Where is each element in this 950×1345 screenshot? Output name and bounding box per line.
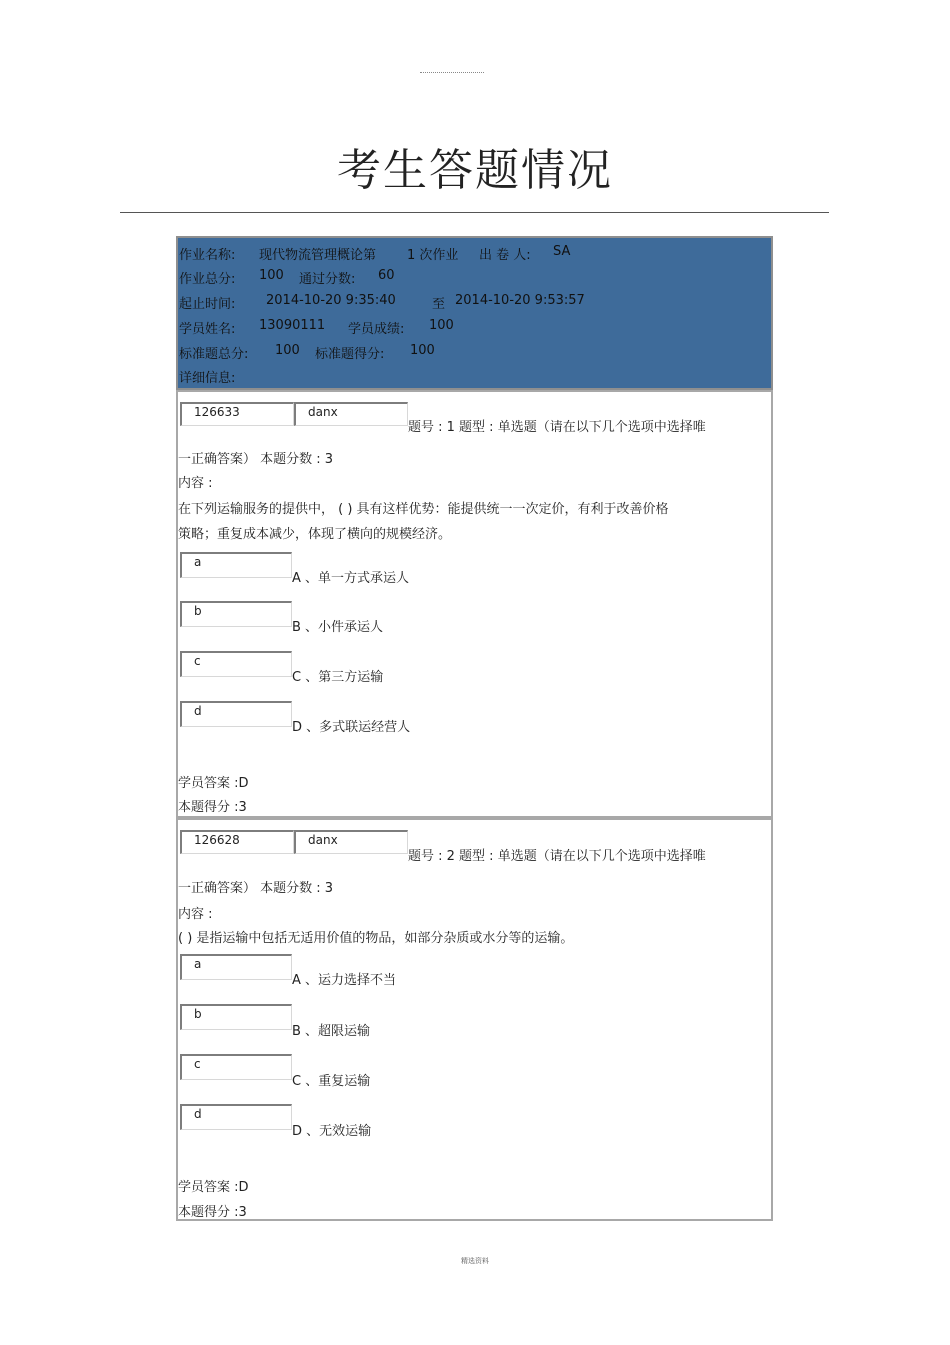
time-end: 2014-10-20 9:53:57 — [455, 293, 585, 308]
option-d-text: D 、多式联运经营人 — [292, 720, 411, 735]
assignment-name-value: 现代物流管理概论第 — [259, 248, 377, 263]
question-content-cont: 策略；重复成本减少，体现了横向的规模经济。 — [178, 527, 452, 542]
question-id-field[interactable]: 126628 — [180, 830, 294, 854]
question-content: 在下列运输服务的提供中， ( ) 具有这样优势：能提供统一一次定价，有利于改善价格 — [178, 502, 669, 517]
option-b-box[interactable]: b — [180, 601, 292, 627]
question-header-cont: 一正确答案） 本题分数 : 3 — [178, 452, 334, 467]
std-got-value: 100 — [410, 343, 435, 358]
question-header: 题号 : 1 题型 : 单选题（请在以下几个选项中选择唯 — [408, 420, 706, 435]
student-name-label: 学员姓名: — [179, 322, 236, 337]
pass-score-label: 通过分数: — [299, 272, 356, 287]
question-type-field[interactable]: danx — [294, 830, 408, 854]
author-value: SA — [553, 244, 571, 259]
header-dots — [420, 72, 484, 73]
question-header-cont: 一正确答案） 本题分数 : 3 — [178, 881, 334, 896]
student-score-label: 学员成绩: — [348, 322, 405, 337]
option-d-box[interactable]: d — [180, 1104, 292, 1130]
title-divider — [120, 212, 829, 213]
page-footer: 精选资料 — [461, 1257, 489, 1265]
question-header: 题号 : 2 题型 : 单选题（请在以下几个选项中选择唯 — [408, 849, 706, 864]
total-score-value: 100 — [259, 268, 284, 283]
assignment-name-label: 作业名称: — [179, 248, 236, 263]
option-c-box[interactable]: c — [180, 651, 292, 677]
std-total-value: 100 — [275, 343, 300, 358]
question-content: ( ) 是指运输中包括无适用价值的物品，如部分杂质或水分等的运输。 — [178, 931, 574, 946]
student-answer: 学员答案 :D — [178, 776, 249, 791]
option-a-box[interactable]: a — [180, 954, 292, 980]
option-d-box[interactable]: d — [180, 701, 292, 727]
total-score-label: 作业总分: — [179, 272, 236, 287]
time-to: 至 — [432, 297, 446, 312]
author-label: 出 卷 人: — [479, 248, 531, 263]
content-label: 内容 : — [178, 907, 213, 922]
question-block-2 — [176, 818, 773, 1221]
page-title: 考生答题情况 — [337, 145, 613, 196]
student-answer: 学员答案 :D — [178, 1180, 249, 1195]
student-name-value: 13090111 — [259, 318, 326, 333]
assignment-info-panel — [176, 236, 773, 390]
question-score: 本题得分 :3 — [178, 800, 247, 815]
pass-score-value: 60 — [378, 268, 395, 283]
option-b-text: B 、小件承运人 — [292, 620, 384, 635]
question-id-field[interactable]: 126633 — [180, 402, 294, 426]
detail-label: 详细信息: — [179, 371, 236, 386]
question-score: 本题得分 :3 — [178, 1205, 247, 1220]
time-start: 2014-10-20 9:35:40 — [266, 293, 396, 308]
question-block-1 — [176, 390, 773, 818]
option-a-text: A 、运力选择不当 — [292, 973, 397, 988]
student-score-value: 100 — [429, 318, 454, 333]
std-got-label: 标准题得分: — [315, 347, 385, 362]
option-b-box[interactable]: b — [180, 1004, 292, 1030]
content-label: 内容 : — [178, 476, 213, 491]
option-d-text: D 、无效运输 — [292, 1124, 372, 1139]
time-label: 起止时间: — [179, 297, 236, 312]
option-c-box[interactable]: c — [180, 1054, 292, 1080]
question-type-field[interactable]: danx — [294, 402, 408, 426]
option-c-text: C 、第三方运输 — [292, 670, 384, 685]
option-a-text: A 、单一方式承运人 — [292, 571, 410, 586]
assignment-number: 1 次作业 — [407, 248, 459, 263]
option-a-box[interactable]: a — [180, 552, 292, 578]
option-c-text: C 、重复运输 — [292, 1074, 371, 1089]
std-total-label: 标准题总分: — [179, 347, 249, 362]
option-b-text: B 、超限运输 — [292, 1024, 371, 1039]
